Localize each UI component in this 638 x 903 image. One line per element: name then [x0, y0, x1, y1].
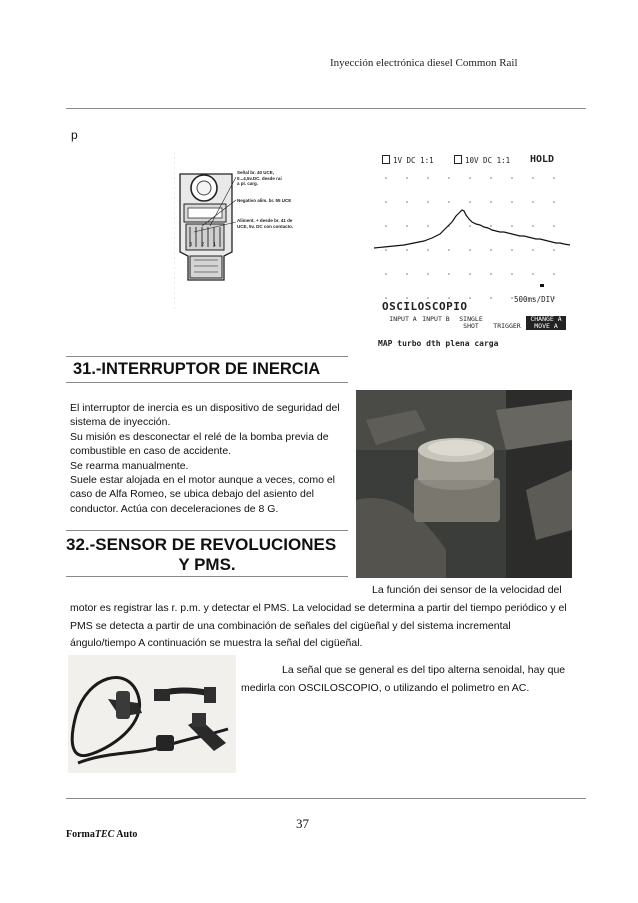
time-division: 500ms/DIV: [514, 295, 555, 304]
softkey-trigger[interactable]: TRIGGER: [493, 322, 521, 330]
sensor-label-line: 0...4,5v.DC. desde rai: [237, 175, 282, 181]
inertia-switch-photo: [356, 390, 572, 578]
paragraph-line: caso de Alfa Romeo, se ubica debajo del asiento del: [70, 488, 314, 501]
softkey-single-shot[interactable]: SINGLE SHOT: [459, 315, 483, 330]
sensor-label-line: Señal br. 40 UCE,: [237, 170, 275, 175]
section31-bottom-rule: [66, 382, 348, 383]
note-line-2: medirla con OSCILOSCOPIO, o utilizando el polimetro en AC.: [241, 682, 530, 694]
header-divider: [66, 108, 586, 109]
section31-top-rule: [66, 356, 348, 357]
crankshaft-sensor-illustration: [68, 655, 236, 773]
stray-character: p: [71, 128, 78, 142]
brand-suffix: Auto: [114, 829, 138, 840]
signal-trace: [374, 210, 570, 248]
oscilloscope-screenshot: [374, 152, 572, 352]
channel-b-setting: [454, 155, 510, 165]
paragraph-line: sistema de inyección.: [70, 416, 171, 429]
paragraph-line: Se rearma manualmente.: [70, 459, 189, 472]
pin-label: 1: [213, 242, 217, 248]
sensor-label-line: a pl. carg.: [237, 181, 259, 186]
brand-prefix: Forma: [66, 829, 95, 840]
paragraph-line: conductor. Actúa con deceleraciones de 8 G.: [70, 502, 279, 515]
trace-marker: [540, 284, 544, 287]
pin-label: 2: [201, 242, 205, 248]
section32-bottom-rule: [66, 576, 348, 577]
channel-a-setting: [382, 155, 434, 165]
paragraph-line: El interruptor de inercia es un dispositivo de seguridad del: [70, 402, 340, 414]
pin-label: 3: [189, 242, 193, 248]
section32-top-rule: [66, 530, 348, 531]
scope-caption: MAP turbo dth plena carga: [378, 339, 499, 348]
paragraph-line: combustible en caso de accidente.: [70, 445, 232, 458]
paragraph-line: motor es registrar las r. p.m. y detectar el PMS. La velocidad se determina a partir del tiempo periódico y el: [70, 602, 567, 614]
paragraph-line: Su misión es desconectar el relé de la bomba previa de: [70, 430, 329, 443]
softkey-change-move[interactable]: CHANGE A MOVE A: [526, 316, 566, 330]
softkey-input-a[interactable]: INPUT A: [389, 315, 417, 323]
section32-line-1: La función dei sensor de la velocidad del: [372, 584, 562, 596]
channel-b-icon: [454, 155, 462, 164]
footer-brand: [66, 829, 137, 840]
channel-a-text: 1V DC 1:1: [393, 156, 434, 165]
sensor-callout-ground: [237, 198, 377, 204]
brand-italic: TEC: [94, 829, 115, 840]
sensor-label-line: Aliment. + desde br. 41 de: [237, 218, 293, 223]
document-header-title: Inyección electrónica diesel Common Rail: [330, 57, 518, 69]
sensor-callout-signal: [237, 170, 377, 187]
sensor-label-line: Negativo alim. br. 55 UCE: [237, 198, 292, 203]
section32-title-line2: Y PMS.: [178, 555, 236, 574]
section31-body: [70, 401, 355, 516]
footer-divider: [66, 798, 586, 799]
paragraph-line: ángulo/tiempo A continuación se muestra la señal del cigüeñal.: [70, 637, 363, 649]
sensor-callout-supply: [237, 218, 377, 229]
paragraph-line: PMS se detecta a partir de una combinación de señales del cigüeñal y del sistema incremental: [70, 619, 511, 632]
paragraph-line: Suele estar alojada en el motor aunque a veces, como el: [70, 474, 335, 487]
softkey-input-b[interactable]: INPUT B: [422, 315, 450, 323]
note-line-1: La señal que se general es del tipo alterna senoidal, hay que: [282, 664, 566, 676]
channel-b-text: 10V DC 1:1: [465, 156, 511, 165]
sensor-label-line: UCE, 5v. DC con contacto.: [237, 223, 294, 229]
scope-mode-label: OSCILOSCOPIO: [382, 300, 468, 313]
inertia-switch-illustration: [356, 390, 572, 578]
channel-a-icon: [382, 155, 390, 164]
crankshaft-sensor-photo: [68, 655, 236, 773]
section32-title-line1: 32.-SENSOR DE REVOLUCIONES: [66, 535, 337, 554]
section31-title: 31.-INTERRUPTOR DE INERCIA: [73, 360, 321, 378]
scope-softkey-row: [380, 316, 570, 332]
oscilloscope-grid: [385, 177, 555, 299]
oscilloscope-trace: [374, 166, 572, 306]
page-number: 37: [296, 816, 309, 831]
hold-indicator: HOLD: [530, 154, 555, 165]
map-sensor-diagram: [174, 152, 379, 312]
section32-body: [70, 600, 567, 653]
